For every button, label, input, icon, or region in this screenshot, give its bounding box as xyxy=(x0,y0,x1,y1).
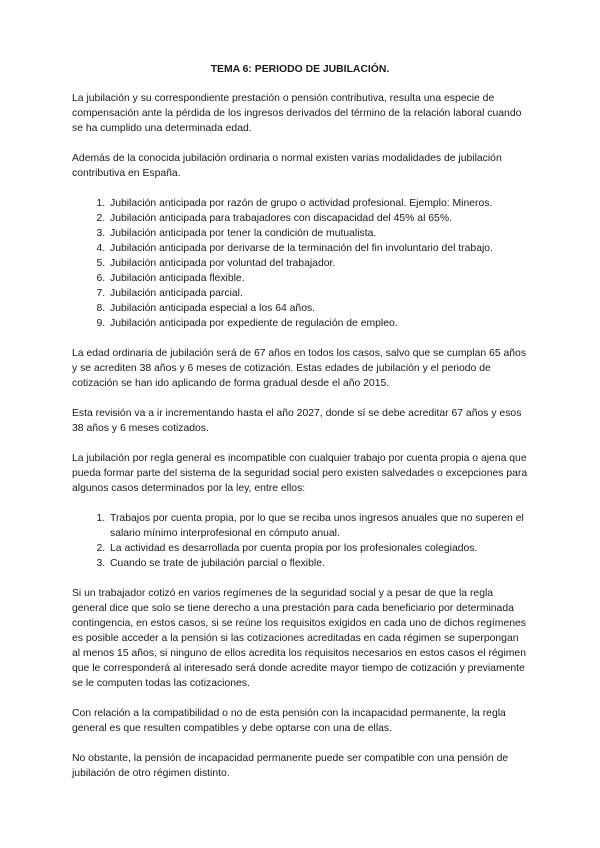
paragraph-modalities-intro: Además de la conocida jubilación ordinaria o normal existen varias modalidades de jubilación contributiva en España. xyxy=(72,153,502,179)
paragraph-intro: La jubilación y su correspondiente prestación o pensión contributiva, resulta una especie de compensación ante la pérdida de los ingresos derivados del término de la relación laboral cuando se ha cumplido una determinada edad. xyxy=(72,93,522,134)
list-item: 1. Trabajos por cuenta propia, por lo que se reciba unos ingresos anuales que no superen el salario mínimo interprofesional en cómputo anual. xyxy=(108,511,528,541)
paragraph-permanent-disability: Con relación a la compatibilidad o no de esta pensión con la incapacidad permanente, la regla general es que resulten compatibles y debe optarse con una de ellas. xyxy=(72,708,506,734)
list-item: 6. Jubilación anticipada flexible. xyxy=(108,271,528,286)
list-item: 3. Cuando se trate de jubilación parcial o flexible. xyxy=(108,556,528,571)
document-title: TEMA 6: PERIODO DE JUBILACIÓN. xyxy=(210,64,390,75)
list-item: 2. Jubilación anticipada para trabajadores con discapacidad del 45% al 65%. xyxy=(108,211,528,226)
paragraph-incompatibility: La jubilación por regla general es incompatible con cualquier trabajo por cuenta propia o ajena que pueda formar parte del sistema de la seguridad social pero existen salvedades o excepciones para algunos casos determinados por la ley, entre ellos: xyxy=(72,453,528,494)
list-item: 8. Jubilación anticipada especial a los 64 años. xyxy=(108,301,528,316)
list-item: 7. Jubilación anticipada parcial. xyxy=(108,286,528,301)
list-item: 3. Jubilación anticipada por tener la condición de mutualista. xyxy=(108,226,528,241)
list-item: 5. Jubilación anticipada por voluntad del trabajador. xyxy=(108,256,528,271)
paragraph-revision: Esta revisión va a ir incrementando hasta el año 2027, donde sí se debe acreditar 67 años y esos 38 años y 6 meses cotizados. xyxy=(72,408,522,434)
modalities-list xyxy=(72,196,528,331)
paragraph-however: No obstante, la pensión de incapacidad permanente puede ser compatible con una pensión de jubilación de otro régimen distinto. xyxy=(72,753,509,779)
list-item: 2. La actividad es desarrollada por cuenta propia por los profesionales colegiados. xyxy=(108,541,528,556)
document-page xyxy=(72,62,528,796)
paragraph-ordinary-age: La edad ordinaria de jubilación será de 67 años en todos los casos, salvo que se cumplan 65 años y se acrediten 38 años y 6 meses de cotización. Estas edades de jubilación y el periodo de cotización se han ido aplicando de forma gradual desde el año 2015. xyxy=(72,348,527,389)
list-item: 4. Jubilación anticipada por derivarse de la terminación del fin involuntario del trabajo. xyxy=(108,241,528,256)
exceptions-list xyxy=(72,511,528,571)
list-item: 9. Jubilación anticipada por expediente de regulación de empleo. xyxy=(108,316,528,331)
list-item: 1. Jubilación anticipada por razón de grupo o actividad profesional. Ejemplo: Mineros. xyxy=(108,196,528,211)
paragraph-multiple-regimes: Si un trabajador cotizó en varios regímenes de la seguridad social y a pesar de que la regla general dice que solo se tiene derecho a una prestación para cada beneficiario por determinada contingencia, en estos casos, si se reúne los requisitos exigidos en cada uno de dichos regímenes es posible acceder a la pensión si las cotizaciones acreditadas en cada régimen se superpongan al menos 15 años, si ninguno de ellos acredita los requisitos necesarios en estos casos el régimen que le corresponderá al interesado será donde acredite mayor tiempo de cotización y previamente se le computen todas las cotizaciones. xyxy=(72,588,526,689)
